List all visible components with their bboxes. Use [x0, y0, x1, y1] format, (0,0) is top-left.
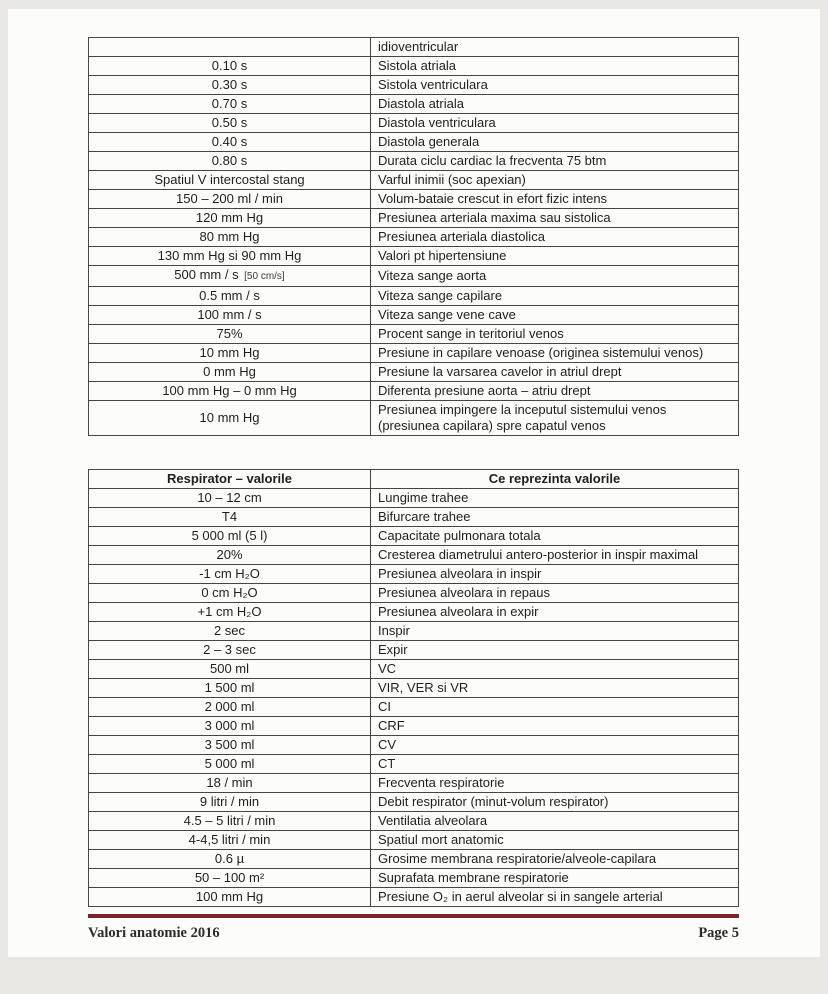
value-cell: 10 – 12 cm	[89, 489, 371, 508]
page-footer	[88, 914, 739, 942]
description-cell: Varful inimii (soc apexian)	[371, 171, 739, 190]
table-header-row	[89, 470, 739, 489]
description-cell: Ventilatia alveolara	[371, 812, 739, 831]
table-row	[89, 527, 739, 546]
table-row	[89, 287, 739, 306]
table-row	[89, 869, 739, 888]
table-row	[89, 679, 739, 698]
description-cell: Presiunea alveolara in expir	[371, 603, 739, 622]
description-cell: Presiunea alveolara in repaus	[371, 584, 739, 603]
description-cell: Valori pt hipertensiune	[371, 247, 739, 266]
description-cell: Presiunea alveolara in inspir	[371, 565, 739, 584]
value-cell: 500 mm / s [50 cm/s]	[89, 266, 371, 287]
table-row	[89, 247, 739, 266]
value-cell: 0.10 s	[89, 57, 371, 76]
description-cell: Debit respirator (minut-volum respirator)	[371, 793, 739, 812]
value-cell: 9 litri / min	[89, 793, 371, 812]
value-cell: 150 – 200 ml / min	[89, 190, 371, 209]
value-cell: 80 mm Hg	[89, 228, 371, 247]
description-cell: Durata ciclu cardiac la frecventa 75 btm	[371, 152, 739, 171]
table-row	[89, 133, 739, 152]
table-row	[89, 114, 739, 133]
value-cell: 0 mm Hg	[89, 363, 371, 382]
value-cell: 120 mm Hg	[89, 209, 371, 228]
value-cell: 75%	[89, 325, 371, 344]
table-row	[89, 363, 739, 382]
value-cell: 0.6 µ	[89, 850, 371, 869]
value-cell: 10 mm Hg	[89, 401, 371, 436]
value-cell: 100 mm Hg – 0 mm Hg	[89, 382, 371, 401]
value-cell: 50 – 100 m²	[89, 869, 371, 888]
footer-document-title: Valori anatomie 2016	[88, 925, 220, 941]
value-cell: 2 000 ml	[89, 698, 371, 717]
table-row	[89, 584, 739, 603]
footer-rule	[88, 914, 739, 918]
table-row	[89, 325, 739, 344]
value-cell: 0.30 s	[89, 76, 371, 95]
description-cell: Volum-bataie crescut in efort fizic intens	[371, 190, 739, 209]
description-cell: Presiune la varsarea cavelor in atriul drept	[371, 363, 739, 382]
table-row	[89, 38, 739, 57]
table-row	[89, 565, 739, 584]
value-cell: 5 000 ml (5 l)	[89, 527, 371, 546]
value-cell: -1 cm H₂O	[89, 565, 371, 584]
table-row	[89, 228, 739, 247]
value-cell: 5 000 ml	[89, 755, 371, 774]
description-cell: Suprafata membrane respiratorie	[371, 869, 739, 888]
value-cell: 3 500 ml	[89, 736, 371, 755]
description-cell: Diastola generala	[371, 133, 739, 152]
value-cell: 2 – 3 sec	[89, 641, 371, 660]
value-cell: 500 ml	[89, 660, 371, 679]
table-row	[89, 489, 739, 508]
table-row	[89, 641, 739, 660]
value-cell: 0.5 mm / s	[89, 287, 371, 306]
value-cell: 3 000 ml	[89, 717, 371, 736]
value-cell	[89, 38, 371, 57]
description-cell: CRF	[371, 717, 739, 736]
table-row	[89, 508, 739, 527]
table-row	[89, 190, 739, 209]
table-row	[89, 209, 739, 228]
value-cell: 10 mm Hg	[89, 344, 371, 363]
table-row	[89, 57, 739, 76]
cardiac-values-table	[88, 37, 739, 436]
value-cell: Spatiul V intercostal stang	[89, 171, 371, 190]
table-row	[89, 622, 739, 641]
description-cell: Diastola ventriculara	[371, 114, 739, 133]
table-row	[89, 888, 739, 907]
table-row	[89, 698, 739, 717]
value-cell: 1 500 ml	[89, 679, 371, 698]
table-row	[89, 793, 739, 812]
value-cell: 4-4,5 litri / min	[89, 831, 371, 850]
table-row	[89, 382, 739, 401]
table-row	[89, 546, 739, 565]
description-cell: Viteza sange aorta	[371, 266, 739, 287]
table-row	[89, 831, 739, 850]
value-cell: 0.80 s	[89, 152, 371, 171]
table-row	[89, 306, 739, 325]
value-cell: 100 mm Hg	[89, 888, 371, 907]
table-row	[89, 76, 739, 95]
description-cell: Inspir	[371, 622, 739, 641]
description-cell: VC	[371, 660, 739, 679]
table-row	[89, 95, 739, 114]
description-cell: Bifurcare trahee	[371, 508, 739, 527]
header-meaning: Ce reprezinta valorile	[371, 470, 739, 489]
description-cell: Sistola ventriculara	[371, 76, 739, 95]
description-cell: VIR, VER si VR	[371, 679, 739, 698]
value-cell: +1 cm H₂O	[89, 603, 371, 622]
description-cell: Frecventa respiratorie	[371, 774, 739, 793]
description-cell: Procent sange in teritoriul venos	[371, 325, 739, 344]
table-row	[89, 812, 739, 831]
value-cell: 0.70 s	[89, 95, 371, 114]
value-cell: 130 mm Hg si 90 mm Hg	[89, 247, 371, 266]
table-row	[89, 850, 739, 869]
value-cell: 0.50 s	[89, 114, 371, 133]
description-cell: idioventricular	[371, 38, 739, 57]
value-cell: 0 cm H₂O	[89, 584, 371, 603]
description-cell: Lungime trahee	[371, 489, 739, 508]
table-row	[89, 736, 739, 755]
value-cell: 0.40 s	[89, 133, 371, 152]
description-cell: Presiune O₂ in aerul alveolar si in sangele arterial	[371, 888, 739, 907]
table-row	[89, 755, 739, 774]
table-row	[89, 717, 739, 736]
description-cell: Sistola atriala	[371, 57, 739, 76]
table-row	[89, 401, 739, 436]
table-row	[89, 266, 739, 287]
description-cell: Viteza sange vene cave	[371, 306, 739, 325]
value-note: [50 cm/s]	[238, 271, 285, 282]
table-row	[89, 152, 739, 171]
table-row	[89, 171, 739, 190]
value-cell: T4	[89, 508, 371, 527]
description-cell: Presiunea impingere la inceputul sistemului venos (presiunea capilara) spre capatul venos	[371, 401, 739, 436]
description-cell: CI	[371, 698, 739, 717]
document-page	[8, 9, 820, 957]
page-number: Page 5	[698, 925, 739, 941]
description-cell: Capacitate pulmonara totala	[371, 527, 739, 546]
description-cell: Presiunea arteriala diastolica	[371, 228, 739, 247]
description-cell: Presiunea arteriala maxima sau sistolica	[371, 209, 739, 228]
table-row	[89, 660, 739, 679]
value-cell: 20%	[89, 546, 371, 565]
table-row	[89, 603, 739, 622]
description-cell: CT	[371, 755, 739, 774]
description-cell: Presiune in capilare venoase (originea sistemului venos)	[371, 344, 739, 363]
description-cell: Viteza sange capilare	[371, 287, 739, 306]
description-cell: Spatiul mort anatomic	[371, 831, 739, 850]
table-row	[89, 774, 739, 793]
description-cell: Grosime membrana respiratorie/alveole-capilara	[371, 850, 739, 869]
description-cell: Diferenta presiune aorta – atriu drept	[371, 382, 739, 401]
description-cell: Expir	[371, 641, 739, 660]
table-row	[89, 344, 739, 363]
value-cell: 100 mm / s	[89, 306, 371, 325]
description-cell: CV	[371, 736, 739, 755]
table-gap	[88, 436, 820, 469]
description-cell: Cresterea diametrului antero-posterior in inspir maximal	[371, 546, 739, 565]
description-cell: Diastola atriala	[371, 95, 739, 114]
value-cell: 4.5 – 5 litri / min	[89, 812, 371, 831]
value-cell: 18 / min	[89, 774, 371, 793]
respirator-values-table	[88, 469, 739, 907]
value-cell: 2 sec	[89, 622, 371, 641]
page-content	[8, 9, 820, 907]
header-respirator-values: Respirator – valorile	[89, 470, 371, 489]
